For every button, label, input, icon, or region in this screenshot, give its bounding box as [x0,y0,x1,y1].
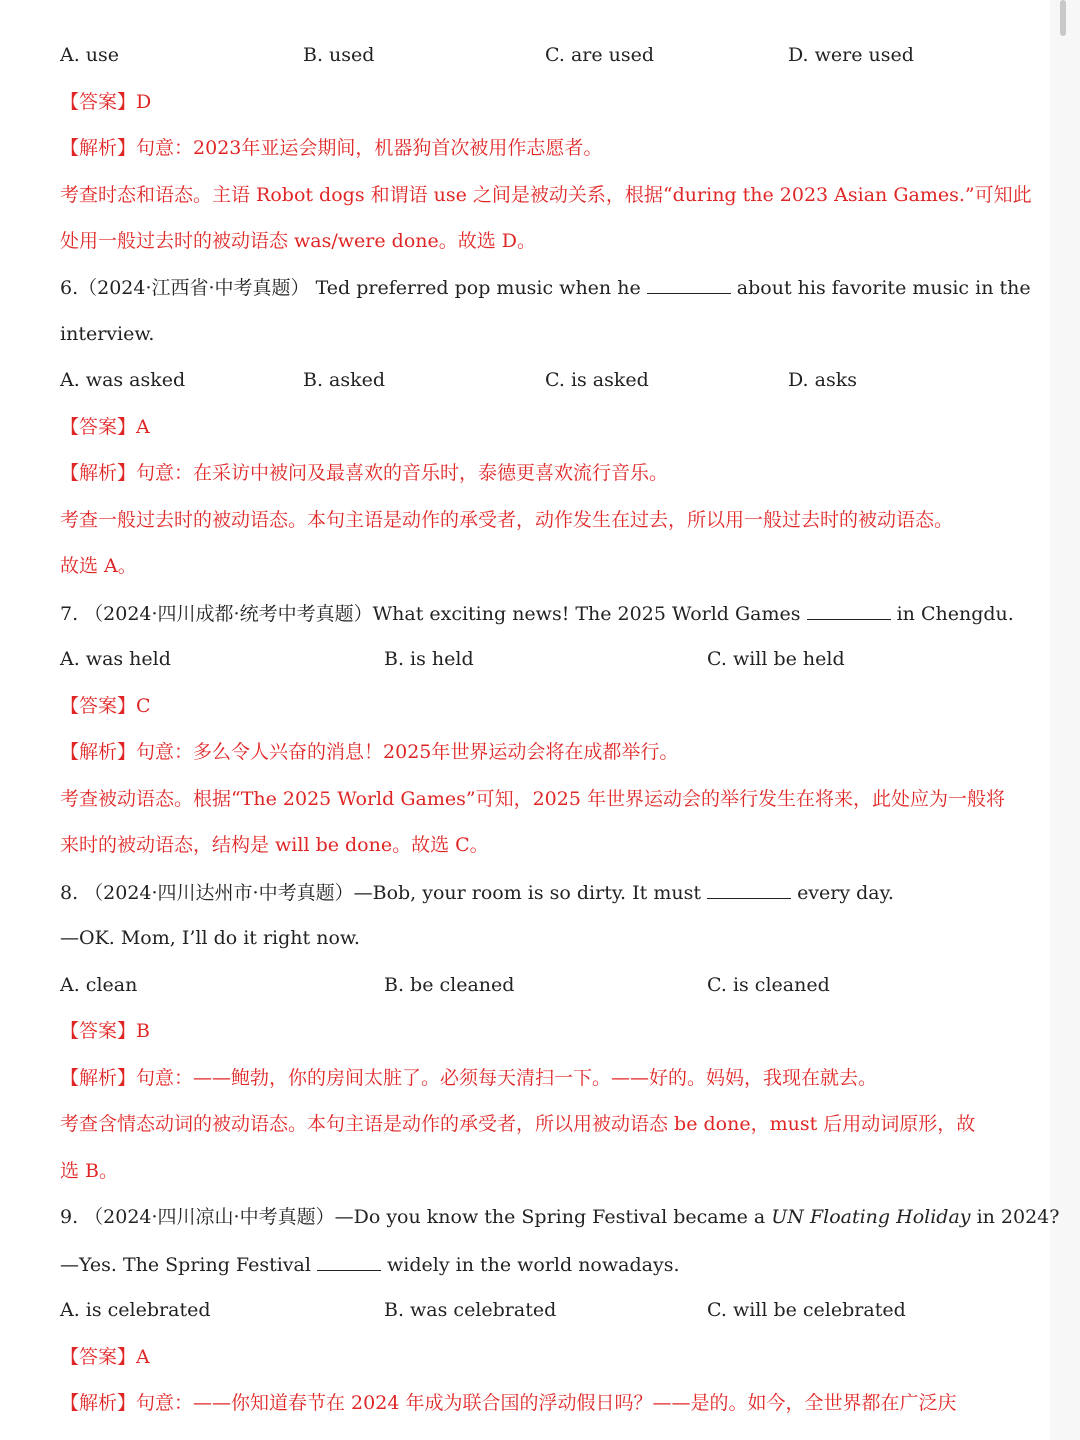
answer: 【答案】D [60,91,152,113]
stem-text-end: in Chengdu. [896,603,1014,625]
analysis [60,1066,877,1090]
option-d: D. asks [788,369,857,391]
answer-blank [647,275,731,294]
answer: 【答案】A [60,1346,150,1368]
explanation-line-2: 处用一般过去时的被动语态 was/were done。故选 D。 [60,230,537,252]
analysis [60,136,602,160]
analysis-label: 【解析】 [60,137,137,159]
analysis [60,1391,956,1415]
question-stem [60,601,1014,626]
option-b: B. asked [303,369,386,391]
stem-text-end: in 2024? [976,1206,1060,1228]
option-b: B. is held [384,648,474,670]
option-a: A. is celebrated [60,1299,211,1321]
answer-blank [707,880,791,899]
analysis-text: 句意：——你知道春节在 2024 年成为联合国的浮动假日吗？——是的。如今，全世界都在广泛庆 [136,1392,957,1414]
analysis-text: 句意：在采访中被问及最喜欢的音乐时，泰德更喜欢流行音乐。 [136,462,669,484]
option-a: A. was asked [60,369,186,391]
analysis-label: 【解析】 [60,462,137,484]
analysis [60,740,678,764]
option-a: A. was held [60,648,171,670]
option-a: A. use [60,44,120,66]
analysis-label: 【解析】 [60,741,137,763]
option-c: C. is asked [545,369,649,391]
stem-text-end: every day. [797,882,894,904]
scrollbar-thumb[interactable] [1060,0,1066,36]
answer-blank [807,601,891,620]
explanation-line-1: 考查一般过去时的被动语态。本句主语是动作的承受者，动作发生在过去，所以用一般过去时的被动语态。 [60,509,954,531]
stem-text: 6.（2024·江西省·中考真题） Ted preferred pop music when he [60,277,641,299]
analysis-text: 句意：2023年亚运会期间，机器狗首次被用作志愿者。 [136,137,603,159]
question-stem-cont: interview. [60,323,155,345]
question-stem [60,1205,1059,1229]
analysis-label: 【解析】 [60,1392,137,1414]
explanation-line-1: 考查时态和语态。主语 Robot dogs 和谓语 use 之间是被动关系，根据“during the 2023 Asian Games.”可知此 [60,184,1032,206]
stem-text: 9. （2024·四川凉山·中考真题）—Do you know the Spring Festival became a [60,1206,766,1228]
explanation-line-1: 考查含情态动词的被动语态。本句主语是动作的承受者，所以用被动语态 be done，must 后用动词原形，故 [60,1113,976,1135]
answer: 【答案】B [60,1020,150,1042]
analysis-text: 句意：多么令人兴奋的消息！2025年世界运动会将在成都举行。 [136,741,679,763]
explanation-line-1: 考查被动语态。根据“The 2025 World Games”可知，2025 年世界运动会的举行发生在将来，此处应为一般将 [60,788,1005,810]
option-c: C. will be held [707,648,845,670]
option-c: C. is cleaned [707,974,830,996]
option-c: C. will be celebrated [707,1299,906,1321]
explanation-line-2: 来时的被动语态，结构是 will be done。故选 C。 [60,834,489,856]
analysis [60,461,668,485]
stem-text-end: about his favorite music in the [736,277,1031,299]
explanation-line-2: 故选 A。 [60,555,137,577]
explanation-line-2: 选 B。 [60,1160,119,1182]
option-b: B. was celebrated [384,1299,557,1321]
question-stem [60,880,894,905]
analysis-label: 【解析】 [60,1067,137,1089]
option-a: A. clean [60,974,138,996]
option-b: B. be cleaned [384,974,515,996]
analysis-text: 句意：——鲍勃，你的房间太脏了。必须每天清扫一下。——好的。妈妈，我现在就去。 [136,1067,878,1089]
option-d: D. were used [788,44,914,66]
stem-text: 7. （2024·四川成都·统考中考真题）What exciting news! The 2025 World Games [60,603,801,625]
answer: 【答案】A [60,416,150,438]
reply-text-end: widely in the world nowadays. [387,1254,680,1276]
question-reply [60,1252,679,1277]
answer: 【答案】C [60,695,151,717]
stem-italic: UN Floating Holiday [771,1206,971,1228]
stem-text: 8. （2024·四川达州市·中考真题）—Bob, your room is so dirty. It must [60,882,701,904]
option-c: C. are used [545,44,655,66]
reply-text: —Yes. The Spring Festival [60,1254,311,1276]
option-b: B. used [303,44,375,66]
question-stem [60,275,1031,300]
answer-blank [317,1252,381,1271]
question-reply: —OK. Mom, I’ll do it right now. [60,927,360,949]
